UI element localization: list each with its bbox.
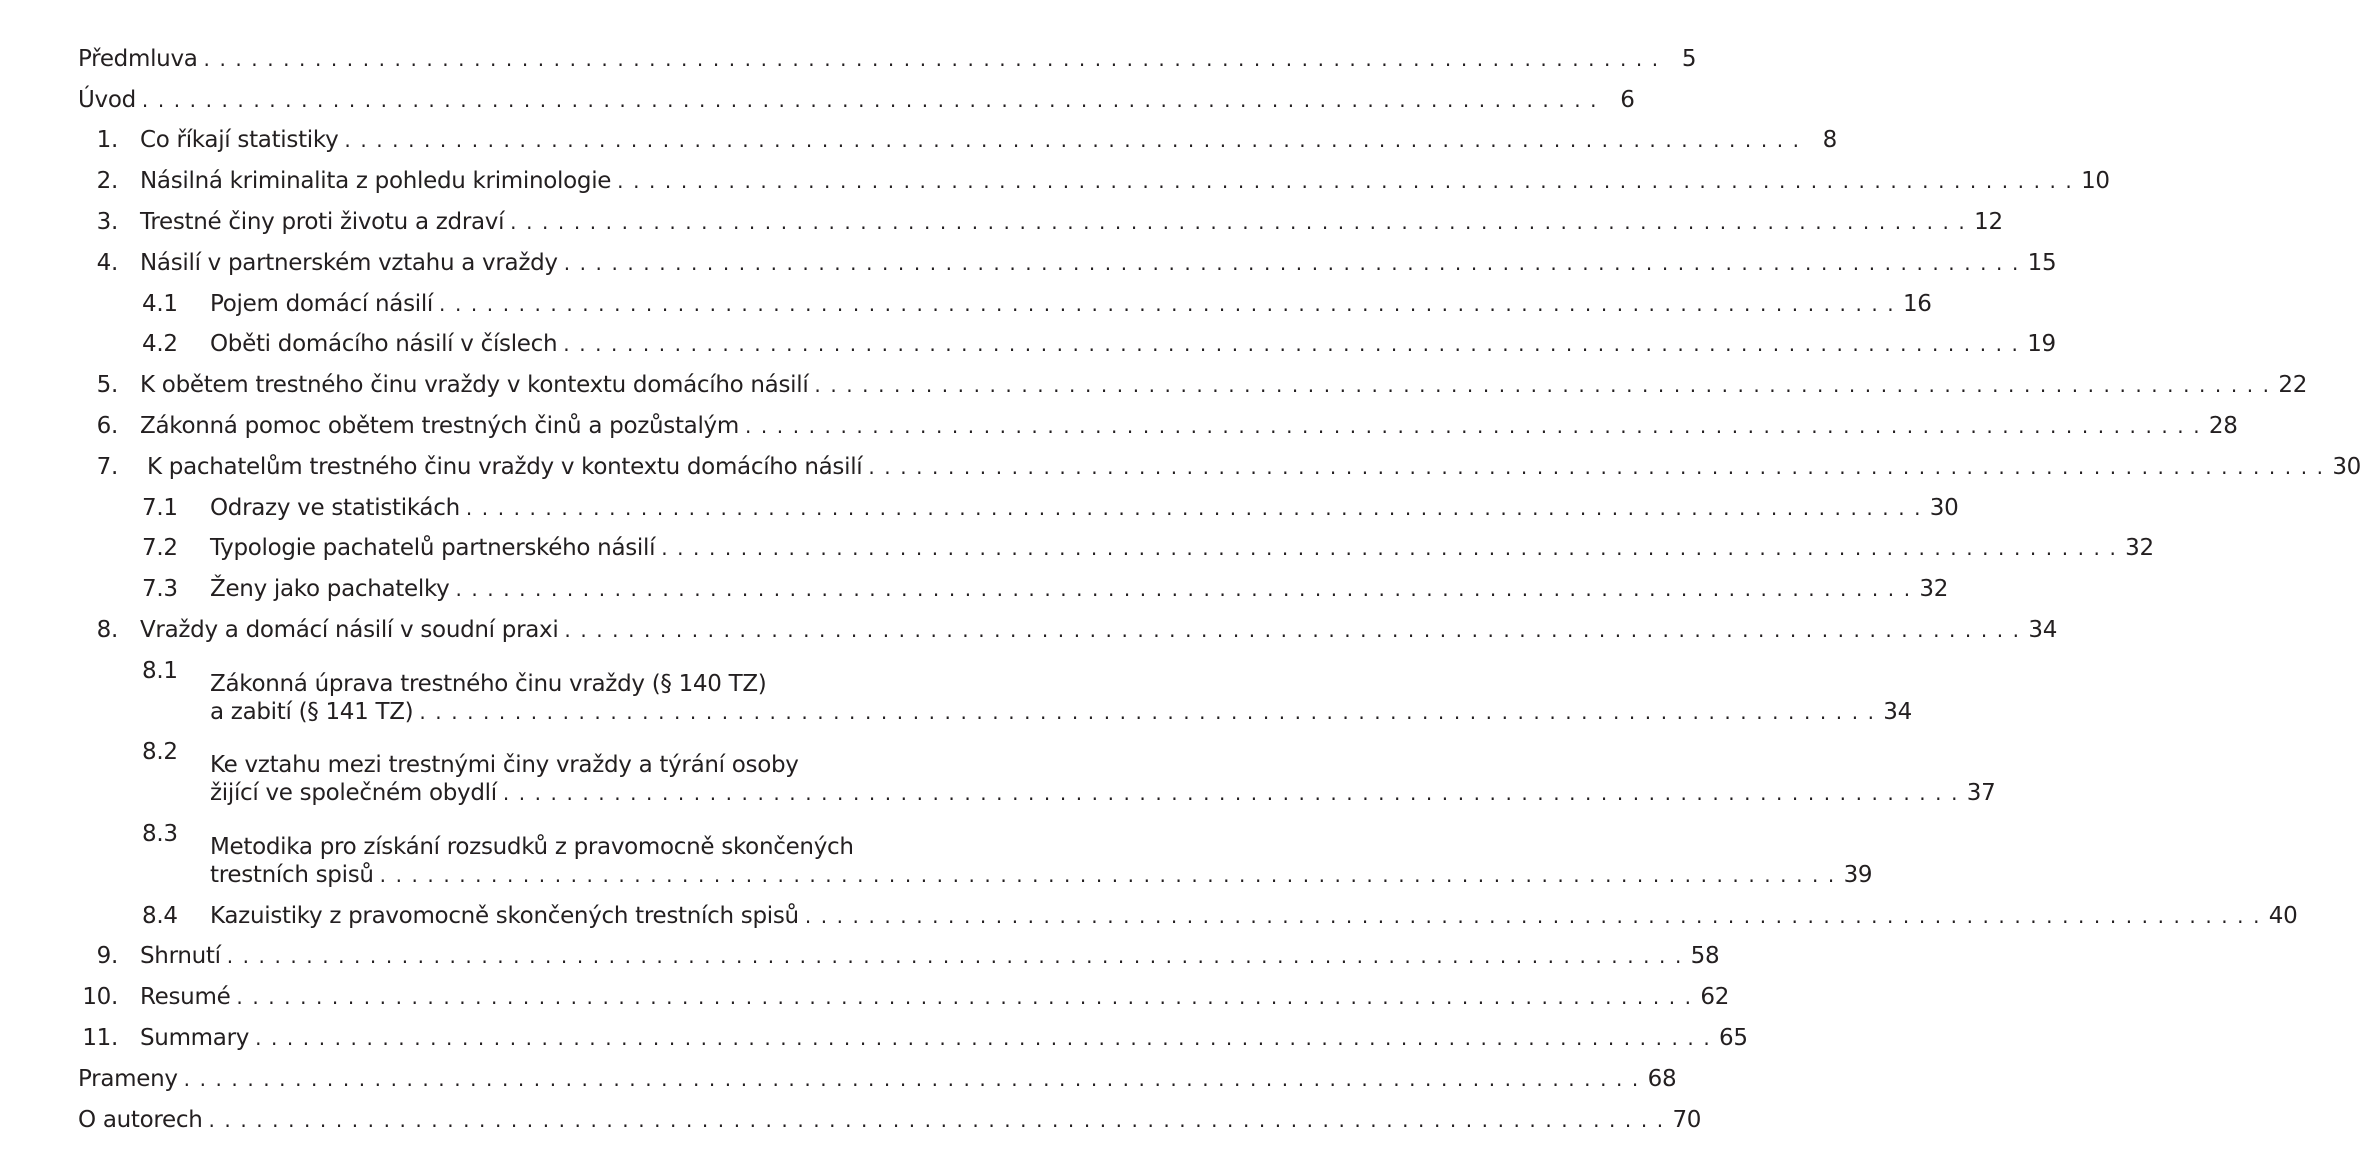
dot-leader — [745, 412, 2200, 440]
toc-entry-title[interactable]: Typologie pachatelů partnerského násilí — [210, 535, 656, 562]
toc-entry-title[interactable]: Zákonná pomoc obětem trestných činů a pozůstalým — [140, 412, 739, 439]
toc-entry-title[interactable]: K obětem trestného činu vraždy v kontextu domácího násilí — [140, 372, 809, 399]
toc-entry-title[interactable]: Pojem domácí násilí — [210, 290, 434, 317]
toc-entry[interactable] — [78, 440, 2361, 481]
toc-entry-number: 8.3 — [142, 820, 178, 847]
toc-entry-number: 5. — [96, 372, 118, 399]
toc-entry-number: 3. — [96, 208, 118, 235]
toc-entry-title-line1[interactable]: Metodika pro získání rozsudků z pravomocně skončených — [210, 833, 854, 860]
toc-entry-page-number[interactable]: 28 — [2208, 412, 2238, 439]
toc-entry-title[interactable]: Úvod — [78, 86, 136, 113]
toc-entry-title-line1[interactable]: Ke vztahu mezi trestnými činy vraždy a týrání osoby — [210, 752, 799, 779]
toc-entry-page-number[interactable]: 16 — [1902, 290, 1932, 317]
toc-entry-page-number[interactable]: 12 — [1974, 208, 2003, 235]
toc-entry-title[interactable]: Předmluva — [78, 45, 198, 72]
toc-entry-number: 6. — [96, 412, 118, 439]
toc-entry[interactable] — [78, 807, 1873, 889]
dot-leader — [184, 1065, 1639, 1093]
toc-entry-title[interactable]: Kazuistiky z pravomocně skončených trestních spisů — [210, 902, 799, 929]
toc-entry-title[interactable]: Násilí v partnerském vztahu a vraždy — [140, 249, 558, 276]
dot-leader — [805, 902, 2260, 930]
toc-entry-page-number[interactable]: 32 — [1919, 576, 1949, 603]
toc-entry-page-number[interactable]: 65 — [1719, 1024, 1748, 1051]
toc-entry-title[interactable]: Trestné činy proti životu a zdraví — [140, 208, 505, 235]
toc-entry-page-number[interactable]: 19 — [2027, 331, 2056, 358]
dot-leader — [564, 616, 2019, 644]
toc-entry[interactable] — [78, 114, 1838, 155]
dot-leader — [617, 167, 2072, 195]
toc-entry-page-number[interactable]: 58 — [1690, 943, 1720, 970]
toc-entry[interactable] — [78, 644, 1912, 726]
toc-entry-page-number[interactable]: 22 — [2278, 372, 2308, 399]
dot-leader — [236, 983, 1691, 1011]
toc-entry-page-number[interactable]: 6 — [1620, 86, 1635, 113]
toc-entry-page-number[interactable]: 10 — [2081, 168, 2110, 195]
toc-entry[interactable] — [78, 73, 1635, 114]
dot-leader — [209, 1106, 1664, 1134]
toc-entry-page-number[interactable]: 34 — [1883, 698, 1912, 725]
dot-leader — [564, 249, 2019, 277]
toc-entry-number: 2. — [96, 168, 118, 195]
toc-entry-title[interactable]: Summary — [140, 1024, 250, 1051]
toc-entry[interactable] — [78, 562, 1949, 603]
toc-entry-page-number[interactable]: 40 — [2268, 902, 2298, 929]
toc-entry-title[interactable]: Prameny — [78, 1065, 178, 1092]
toc-entry-title[interactable]: K pachatelům trestného činu vraždy v kontextu domácího násilí — [140, 453, 863, 480]
toc-entry-page-number[interactable]: 30 — [2332, 453, 2361, 480]
dot-leader — [814, 371, 2269, 399]
dot-leader — [563, 330, 2018, 358]
toc-entry-title[interactable]: O autorech — [78, 1106, 203, 1133]
toc-entry-page-number[interactable]: 37 — [1966, 780, 1996, 807]
table-of-contents — [78, 32, 2361, 1134]
toc-entry[interactable] — [78, 1011, 1748, 1052]
dot-leader — [868, 453, 2323, 481]
dot-leader — [661, 534, 2116, 562]
toc-entry-number: 1. — [96, 127, 118, 154]
dot-leader — [380, 861, 1835, 889]
toc-entry-number: 11. — [82, 1024, 118, 1051]
toc-entry-number: 9. — [96, 943, 118, 970]
toc-entry[interactable] — [78, 399, 2238, 440]
toc-entry-page-number[interactable]: 70 — [1672, 1106, 1702, 1133]
toc-entry-title[interactable]: trestních spisů — [210, 861, 374, 888]
toc-entry[interactable] — [78, 358, 2308, 399]
toc-entry[interactable] — [78, 481, 1959, 522]
toc-entry-page-number[interactable]: 39 — [1843, 861, 1873, 888]
toc-entry-page-number[interactable]: 5 — [1681, 45, 1697, 72]
toc-entry[interactable] — [78, 236, 2057, 277]
toc-entry-number: 7.2 — [142, 535, 178, 562]
toc-entry-number: 4.2 — [142, 331, 178, 358]
toc-entry-page-number[interactable]: 32 — [2125, 535, 2154, 562]
dot-leader — [466, 494, 1921, 522]
toc-entry[interactable] — [78, 930, 1720, 971]
toc-entry-number: 8.4 — [142, 902, 178, 929]
toc-entry-title[interactable]: Resumé — [140, 984, 231, 1011]
toc-entry[interactable] — [78, 522, 2154, 563]
toc-entry-page-number[interactable]: 68 — [1647, 1065, 1677, 1092]
toc-entry-title[interactable]: a zabití (§ 141 TZ) — [210, 698, 414, 725]
toc-entry-title-line1[interactable]: Zákonná úprava trestného činu vraždy (§ 140 TZ) — [210, 670, 767, 697]
toc-entry-title[interactable]: Násilná kriminalita z pohledu kriminologie — [140, 168, 612, 195]
toc-entry-page-number[interactable]: 30 — [1929, 494, 1959, 521]
toc-entry[interactable] — [78, 1052, 1677, 1093]
dot-leader — [204, 45, 1659, 73]
toc-entry-title[interactable]: Ženy jako pachatelky — [210, 576, 450, 603]
dot-leader — [455, 575, 1910, 603]
toc-entry-page-number[interactable]: 34 — [2028, 616, 2058, 643]
toc-entry-title[interactable]: Co říkají statistiky — [140, 127, 339, 154]
toc-entry[interactable] — [78, 603, 2058, 644]
dot-leader — [255, 1024, 1710, 1052]
toc-entry-title[interactable]: Odrazy ve statistikách — [210, 494, 460, 521]
toc-entry[interactable] — [78, 32, 1697, 73]
toc-entry-page-number[interactable]: 62 — [1700, 984, 1730, 1011]
toc-entry-number: 7.1 — [142, 494, 178, 521]
dot-leader — [510, 208, 1965, 236]
toc-entry-number: 7.3 — [142, 576, 178, 603]
toc-entry[interactable] — [78, 726, 1996, 808]
dot-leader — [419, 698, 1874, 726]
toc-entry[interactable] — [78, 277, 1932, 318]
dot-leader — [227, 942, 1682, 970]
toc-entry[interactable] — [78, 1093, 1702, 1134]
toc-entry-page-number[interactable]: 15 — [2027, 249, 2057, 276]
toc-entry-page-number[interactable]: 8 — [1822, 127, 1838, 154]
toc-entry[interactable] — [78, 970, 1730, 1011]
dot-leader — [344, 126, 1799, 154]
dot-leader — [142, 86, 1597, 114]
toc-entry-number: 8.1 — [142, 657, 178, 684]
toc-entry-number: 4.1 — [142, 290, 178, 317]
dot-leader — [439, 290, 1894, 318]
toc-entry[interactable] — [78, 195, 2003, 236]
toc-entry-number: 7. — [96, 453, 118, 480]
toc-entry[interactable] — [78, 154, 2110, 195]
toc-entry-title[interactable]: Vraždy a domácí násilí v soudní praxi — [140, 616, 559, 643]
toc-entry-number: 8. — [96, 616, 118, 643]
toc-entry[interactable] — [78, 318, 2056, 359]
toc-entry-title[interactable]: žijící ve společném obydlí — [210, 780, 497, 807]
dot-leader — [503, 779, 1958, 807]
toc-entry-number: 4. — [96, 249, 118, 276]
toc-entry[interactable] — [78, 889, 2298, 930]
toc-entry-title[interactable]: Shrnutí — [140, 943, 221, 970]
toc-entry-number: 10. — [82, 984, 118, 1011]
toc-entry-number: 8.2 — [142, 739, 178, 766]
toc-entry-title[interactable]: Oběti domácího násilí v číslech — [210, 331, 558, 358]
